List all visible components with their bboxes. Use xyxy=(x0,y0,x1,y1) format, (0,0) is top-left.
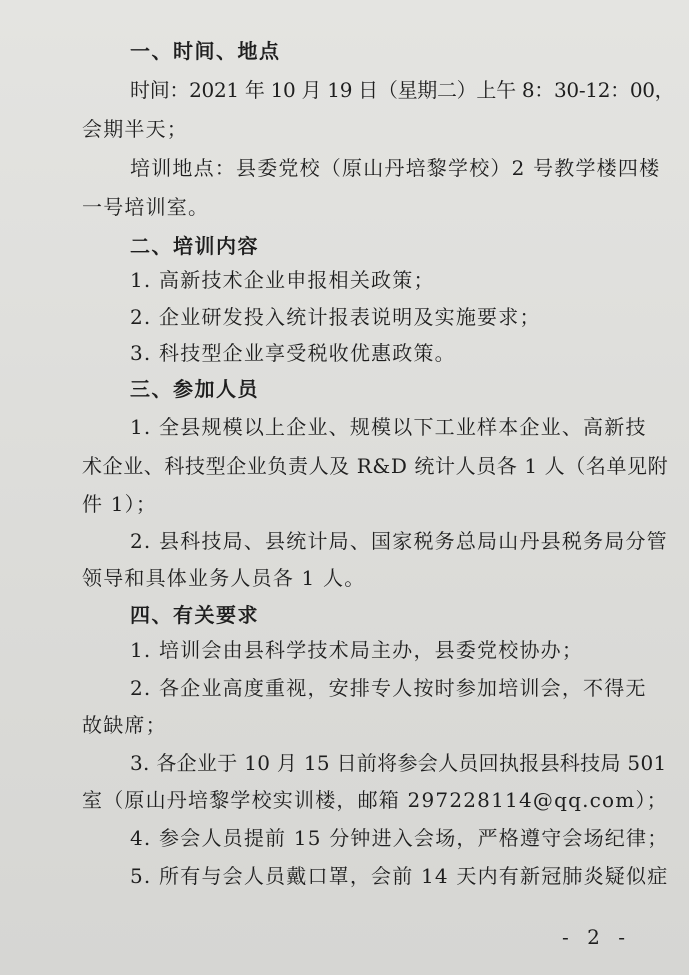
section-2-line-3: 3. 科技型企业享受税收优惠政策。 xyxy=(130,341,456,365)
section-4-line-2: 2. 各企业高度重视，安排专人按时参加培训会，不得无 xyxy=(130,676,647,700)
section-4-line-7: 5. 所有与会人员戴口罩，会前 14 天内有新冠肺炎疑似症 xyxy=(130,864,669,888)
section-3-line-1: 1. 全县规模以上企业、规模以下工业样本企业、高新技 xyxy=(130,415,647,439)
section-1-line-1: 时间：2021 年 10 月 19 日（星期二）上午 8：30-12：00， xyxy=(130,78,675,102)
section-1-line-4: 一号培训室。 xyxy=(82,195,210,219)
section-4-line-4: 3. 各企业于 10 月 15 日前将参会人员回执报县科技局 501 xyxy=(130,751,667,775)
section-3-line-3: 件 1）； xyxy=(82,492,158,516)
section-1-line-2: 会期半天； xyxy=(82,117,188,141)
section-1-heading: 一、时间、地点 xyxy=(130,39,281,63)
section-2-line-2: 2. 企业研发投入统计报表说明及实施要求； xyxy=(130,305,541,329)
section-4-line-6: 4. 参会人员提前 15 分钟进入会场，严格遵守会场纪律； xyxy=(130,826,669,850)
section-1-line-3: 培训地点：县委党校（原山丹培黎学校）2 号教学楼四楼 xyxy=(130,156,661,180)
section-4-heading: 四、有关要求 xyxy=(130,603,259,627)
section-3-line-5: 领导和具体业务人员各 1 人。 xyxy=(82,566,366,590)
section-4-line-5: 室（原山丹培黎学校实训楼，邮箱 297228114@qq.com）； xyxy=(82,788,668,812)
section-2-heading: 二、培训内容 xyxy=(130,234,259,258)
section-3-line-2: 术企业、科技型企业负责人及 R&D 统计人员各 1 人（名单见附 xyxy=(82,454,669,478)
section-3-line-4: 2. 县科技局、县统计局、国家税务总局山丹县税务局分管 xyxy=(130,529,668,553)
section-3-heading: 三、参加人员 xyxy=(130,377,259,401)
section-2-line-1: 1. 高新技术企业申报相关政策； xyxy=(130,268,435,292)
section-4-line-1: 1. 培训会由县科学技术局主办，县委党校协办； xyxy=(130,638,584,662)
page-number: - 2 - xyxy=(562,925,631,949)
section-4-line-3: 故缺席； xyxy=(82,713,167,737)
